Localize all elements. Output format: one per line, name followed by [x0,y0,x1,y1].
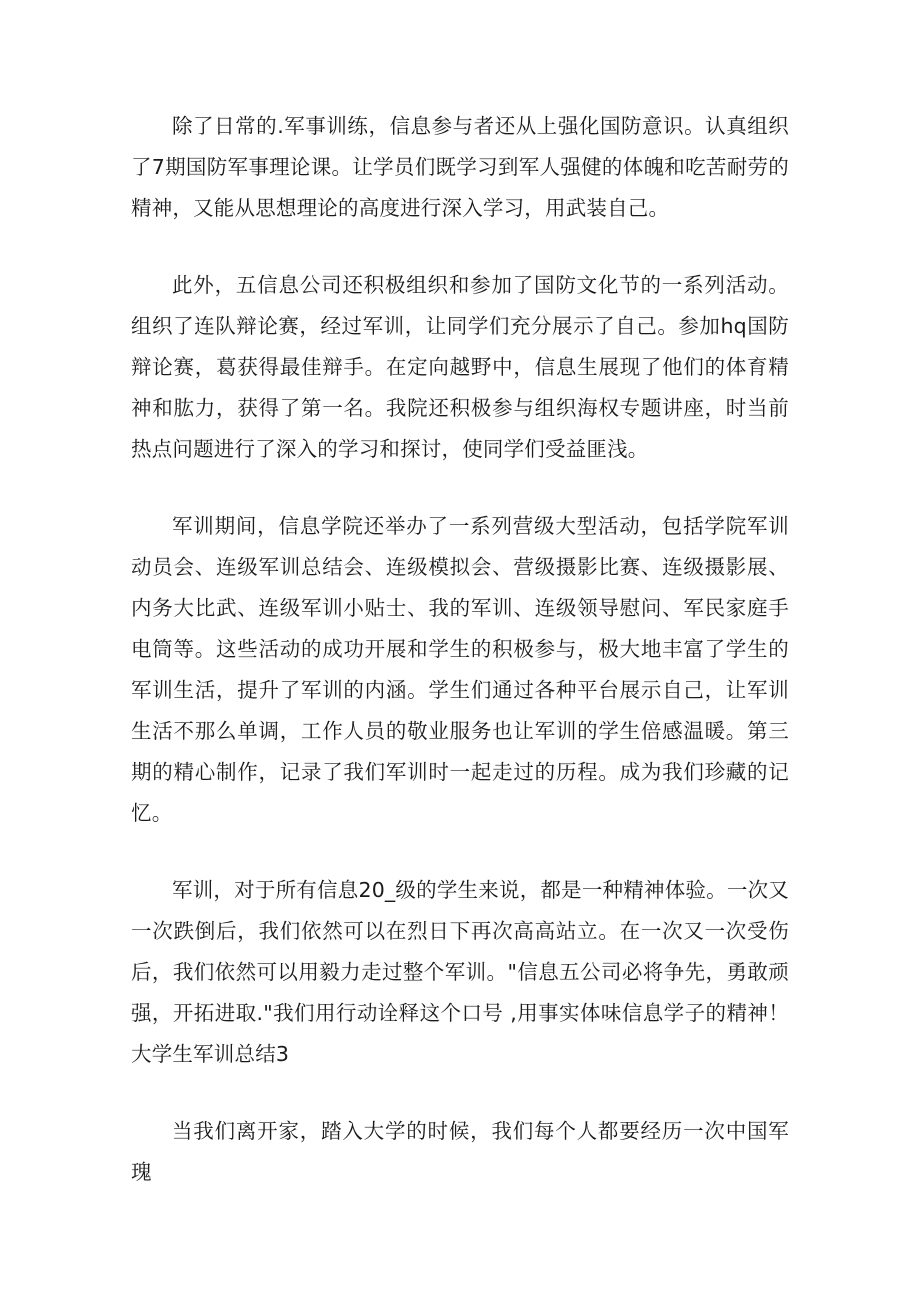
paragraph-2: 此外，五信息公司还积极组织和参加了国防文化节的一系列活动。组织了连队辩论赛，经过军训，让同学们充分展示了自己。参加hq国防辩论赛，葛获得最佳辩手。在定向越野中，信息生展现了他们的体育精神和肱力，获得了第一名。我院还积极参与组织海权专题讲座，时当前热点问题进行了深入的学习和探讨，使同学们受益匪浅。 [131,273,789,461]
paragraph-5: 当我们离开家，踏入大学的时候，我们每个人都要经历一次中国军瑰 [131,1119,789,1184]
paragraph-1: 除了日常的.军事训练，信息参与者还从上强化国防意识。认真组织了7期国防军事理论课。让学员们既学习到军人强健的体魄和吃苦耐劳的精神，又能从思想理论的高度进行深入学习，用武装自己。 [131,114,789,220]
paragraph-3: 军训期间，信息学院还举办了一系列营级大型活动，包括学院军训动员会、连级军训总结会、连级模拟会、营级摄影比赛、连级摄影展、内务大比武、连级军训小贴士、我的军训、连级领导慰问、军民家庭手电筒等。这些活动的成功开展和学生的积极参与，极大地丰富了学生的军训生活，提升了军训的内涵。学生们通过各种平台展示自己，让军训生活不那么单调，工作人员的敬业服务也让军训的学生倍感温暖。第三期的精心制作，记录了我们军训时一起走过的历程。成为我们珍藏的记忆。 [131,514,789,825]
paragraph-4: 军训，对于所有信息20_级的学生来说，都是一种精神体验。一次又一次跌倒后，我们依然可以在烈日下再次高高站立。在一次又一次受伤后，我们依然可以用毅力走过整个军训。"信息五公司必将争先，勇敢顽强，开拓进取."我们用行动诠释这个口号 ,用事实体味信息学子的精神！大学生军训总结3 [131,878,789,1066]
